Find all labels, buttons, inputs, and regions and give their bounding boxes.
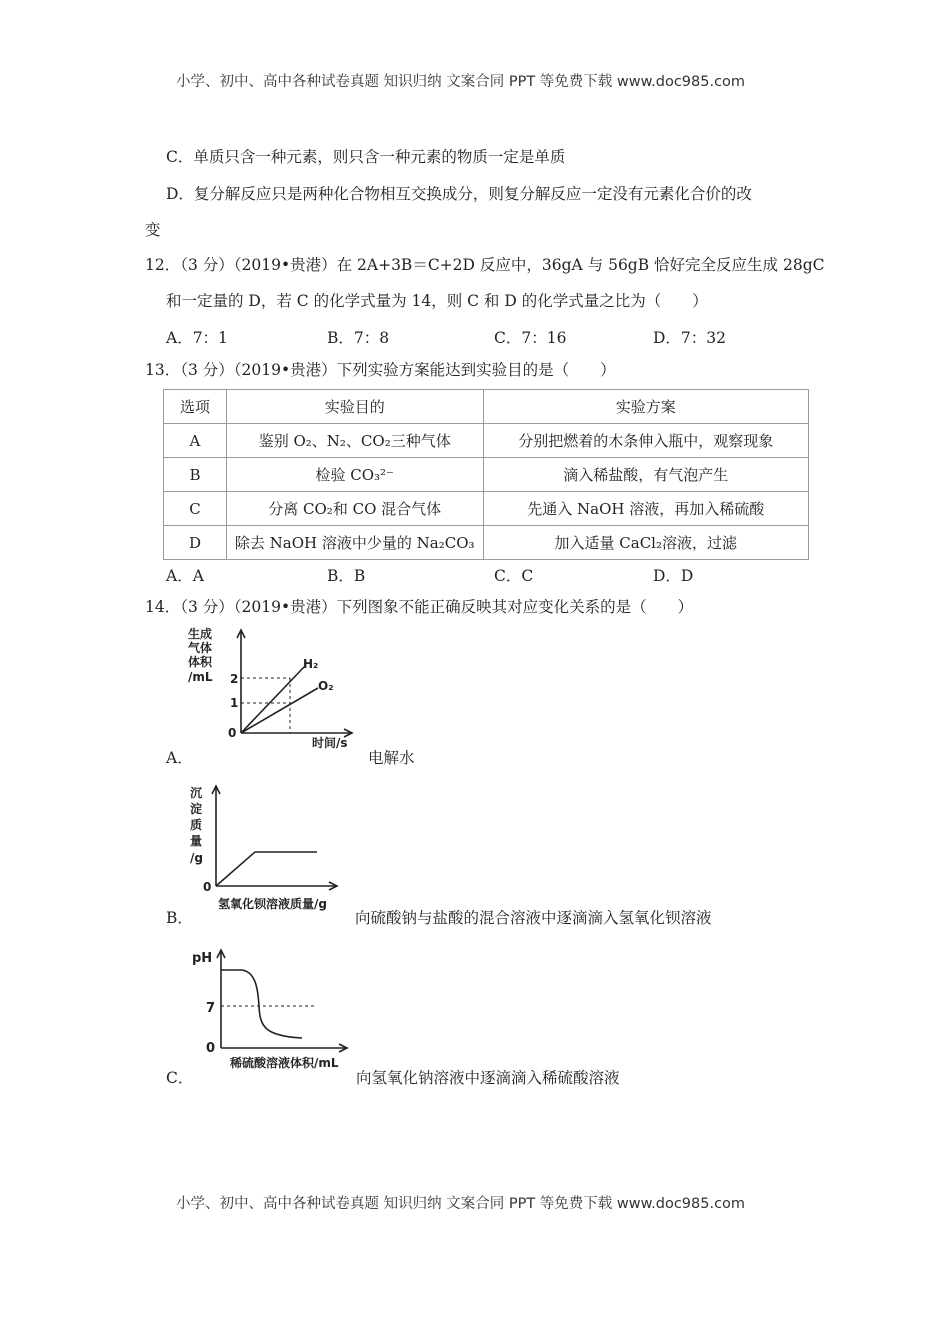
table-cell: 鉴别 O₂、N₂、CO₂三种气体 bbox=[226, 424, 483, 458]
graph-c-xlabel: 稀硫酸溶液体积/mL bbox=[230, 1056, 339, 1070]
table-cell: 除去 NaOH 溶液中少量的 Na₂CO₃ bbox=[226, 526, 483, 560]
q14-option-b-label: B． bbox=[166, 909, 193, 927]
q12-option-c: C．7：16 bbox=[494, 329, 567, 347]
q13-option-c: C．C bbox=[494, 567, 534, 585]
graph-a-tick: 2 bbox=[230, 672, 239, 686]
graph-precipitate bbox=[185, 782, 355, 912]
graph-c-curve bbox=[221, 970, 302, 1038]
q14-option-c-caption: 向氢氧化钠溶液中逐滴滴入稀硫酸溶液 bbox=[356, 1069, 620, 1087]
table-row bbox=[164, 424, 809, 458]
table-cell: D bbox=[164, 526, 227, 560]
graph-a-xlabel: 时间/s bbox=[312, 736, 348, 750]
table-cell: B bbox=[164, 458, 227, 492]
graph-a-ylabel: /mL bbox=[188, 670, 213, 684]
graph-a-h2-line bbox=[241, 667, 304, 733]
q13-table bbox=[163, 389, 809, 560]
graph-b-ylabel: 质 bbox=[190, 818, 203, 832]
graph-a-ylabel: 体积 bbox=[188, 655, 213, 669]
graph-a-ylabel: 气体 bbox=[188, 641, 213, 655]
graph-b-curve bbox=[216, 852, 317, 886]
table-cell: C bbox=[164, 492, 227, 526]
table-header-row bbox=[164, 390, 809, 424]
q11-option-d-line1: D．复分解反应只是两种化合物相互交换成分，则复分解反应一定没有元素化合价的改 bbox=[166, 185, 752, 203]
table-cell: 检验 CO₃²⁻ bbox=[226, 458, 483, 492]
q13-option-d: D．D bbox=[653, 567, 694, 585]
q14-stem: 14．（3 分）（2019•贵港）下列图象不能正确反映其对应变化关系的是（ ） bbox=[145, 598, 694, 616]
table-header-cell: 选项 bbox=[164, 390, 227, 424]
graph-b-xlabel: 氢氧化钡溶液质量/g bbox=[218, 897, 327, 911]
q12-stem-line2: 和一定量的 D，若 C 的化学式量为 14，则 C 和 D 的化学式量之比为（ ） bbox=[166, 292, 708, 310]
q12-option-d: D．7：32 bbox=[653, 329, 727, 347]
q14-option-c-label: C． bbox=[166, 1069, 194, 1087]
graph-b-ylabel: 沉 bbox=[190, 786, 203, 800]
graph-b-origin: 0 bbox=[203, 880, 212, 894]
q13-option-a: A．A bbox=[166, 567, 204, 585]
table-cell: 滴入稀盐酸，有气泡产生 bbox=[483, 458, 808, 492]
table-header-cell: 实验目的 bbox=[226, 390, 483, 424]
graph-a-tick: 0 bbox=[228, 726, 237, 740]
page-footer: 小学、初中、高中各种试卷真题 知识归纳 文案合同 PPT 等免费下载 www.doc985.com bbox=[176, 1196, 746, 1212]
graph-a-tick: 1 bbox=[230, 696, 239, 710]
table-cell: A bbox=[164, 424, 227, 458]
table-cell: 分别把燃着的木条伸入瓶中，观察现象 bbox=[483, 424, 808, 458]
q14-option-b-caption: 向硫酸钠与盐酸的混合溶液中逐滴滴入氢氧化钡溶液 bbox=[355, 909, 712, 927]
graph-b-ylabel: /g bbox=[190, 851, 203, 865]
table-header-cell: 实验方案 bbox=[483, 390, 808, 424]
graph-electrolysis bbox=[180, 622, 360, 754]
q13-stem: 13．（3 分）（2019•贵港）下列实验方案能达到实验目的是（ ） bbox=[145, 361, 616, 379]
table-cell: 先通入 NaOH 溶液，再加入稀硫酸 bbox=[483, 492, 808, 526]
graph-b-ylabel: 淀 bbox=[190, 802, 203, 816]
graph-a-o2-line bbox=[241, 688, 318, 733]
q11-option-c: C．单质只含一种元素，则只含一种元素的物质一定是单质 bbox=[166, 148, 566, 166]
graph-a-ylabel: 生成 bbox=[188, 627, 213, 641]
q14-option-a-label: A． bbox=[166, 749, 193, 767]
graph-a-series-o2: O₂ bbox=[318, 679, 334, 693]
q12-option-b: B．7：8 bbox=[327, 329, 390, 347]
table-cell: 分离 CO₂和 CO 混合气体 bbox=[226, 492, 483, 526]
graph-c-tick: 0 bbox=[206, 1041, 216, 1056]
page-header: 小学、初中、高中各种试卷真题 知识归纳 文案合同 PPT 等免费下载 www.doc985.com bbox=[176, 74, 746, 90]
graph-ph bbox=[190, 942, 360, 1074]
q14-option-a-caption: 电解水 bbox=[368, 749, 415, 767]
graph-c-ylabel: pH bbox=[192, 951, 213, 966]
table-row bbox=[164, 526, 809, 560]
q12-stem-line1: 12．（3 分）（2019•贵港）在 2A+3B＝C+2D 反应中，36gA 与 56gB 恰好完全反应生成 28gC bbox=[145, 256, 825, 274]
table-row bbox=[164, 492, 809, 526]
table-cell: 加入适量 CaCl₂溶液，过滤 bbox=[483, 526, 808, 560]
table-row bbox=[164, 458, 809, 492]
graph-b-ylabel: 量 bbox=[190, 834, 203, 848]
q12-option-a: A．7：1 bbox=[166, 329, 228, 347]
q13-option-b: B．B bbox=[327, 567, 366, 585]
graph-a-series-h2: H₂ bbox=[303, 657, 319, 671]
q11-option-d-line2: 变 bbox=[145, 221, 161, 239]
graph-c-tick: 7 bbox=[206, 1001, 216, 1016]
